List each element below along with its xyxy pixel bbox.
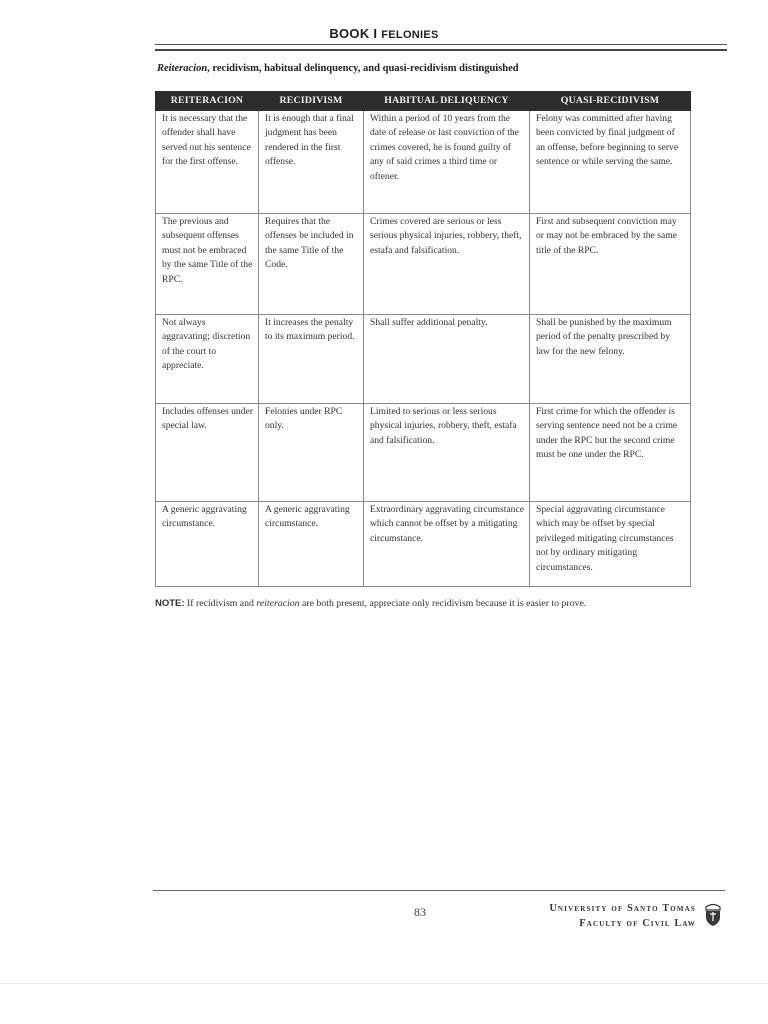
faculty-name: Faculty of Civil Law xyxy=(579,918,696,929)
page-edge xyxy=(0,983,768,984)
table-cell: First and subsequent conviction may or may not be embraced by the same title of the RPC. xyxy=(530,214,691,315)
table-cell: Shall suffer additional penalty. xyxy=(364,315,530,404)
header-book: BOOK I xyxy=(329,26,378,41)
header-recidivism: RECIDIVISM xyxy=(259,92,364,111)
table-row xyxy=(156,315,691,404)
table-cell: It is enough that a final judgment has been rendered in the first offense. xyxy=(259,111,364,214)
note-text-a: If recidivism and xyxy=(184,598,257,609)
header-rule xyxy=(155,44,727,51)
table-cell: The previous and subsequent offenses must not be embraced by the same Title of the RPC. xyxy=(156,214,259,315)
table-cell: Crimes covered are serious or less serious physical injuries, robbery, theft, estafa and falsification. xyxy=(364,214,530,315)
table-cell: Not always aggravating; discretion of the court to appreciate. xyxy=(156,315,259,404)
table-cell: Shall be punished by the maximum period of the penalty prescribed by law for the new felony. xyxy=(530,315,691,404)
university-name: University of Santo Tomas xyxy=(549,903,696,914)
footer-rule xyxy=(153,890,725,891)
table-cell: It is necessary that the offender shall have served out his sentence for the first offense. xyxy=(156,111,259,214)
table-cell: First crime for which the offender is serving sentence need not be a crime under the RPC but the second crime must be one under the RPC. xyxy=(530,404,691,502)
table-cell: Special aggravating circumstance which may be offset by special privileged mitigating circumstances not by ordinary mitigating circumstances. xyxy=(530,502,691,587)
caption-rest: , recidivism, habitual delinquency, and quasi-recidivism distinguished xyxy=(207,63,519,74)
table-cell: Felonies under RPC only. xyxy=(259,404,364,502)
table-cell: Includes offenses under special law. xyxy=(156,404,259,502)
table-header-row xyxy=(156,92,691,111)
caption-italic: Reiteracion xyxy=(157,63,208,74)
header-section: FELONIES xyxy=(381,29,439,41)
table-cell: Within a period of 10 years from the date of release or last conviction of the crimes covered, he is found guilty of any of said crimes a third time or oftener. xyxy=(364,111,530,214)
header-habitual-delinquency: HABITUAL DELIQUENCY xyxy=(364,92,530,111)
table-row xyxy=(156,502,691,587)
note-italic: reiteracion xyxy=(256,598,300,609)
note-text-b: are both present, appreciate only recidivism because it is easier to prove. xyxy=(299,598,587,609)
table-cell: A generic aggravating circumstance. xyxy=(259,502,364,587)
table-row xyxy=(156,404,691,502)
table-cell: Limited to serious or less serious physical injuries, robbery, theft, estafa and falsification. xyxy=(364,404,530,502)
table-cell: A generic aggravating circumstance. xyxy=(156,502,259,587)
table-cell: Requires that the offenses be included in the same Title of the Code. xyxy=(259,214,364,315)
table-cell: Extraordinary aggravating circumstance which cannot be offset by a mitigating circumstance. xyxy=(364,502,530,587)
comparison-table xyxy=(155,91,691,587)
note-label: NOTE: xyxy=(155,598,185,609)
header-reiteracion: REITERACION xyxy=(156,92,259,111)
page-number: 83 xyxy=(414,905,426,919)
footer-institution xyxy=(550,901,697,931)
page-header-title xyxy=(0,26,768,41)
table-cell: Felony was committed after having been convicted by final judgment of an offense, before beginning to serve sentence or while serving the same. xyxy=(530,111,691,214)
note-paragraph xyxy=(155,597,695,611)
university-crest-icon xyxy=(703,901,723,927)
table-row xyxy=(156,111,691,214)
header-quasi-recidivism: QUASI-RECIDIVISM xyxy=(530,92,691,111)
table-cell: It increases the penalty to its maximum period. xyxy=(259,315,364,404)
table-caption xyxy=(157,63,717,74)
table-row xyxy=(156,214,691,315)
